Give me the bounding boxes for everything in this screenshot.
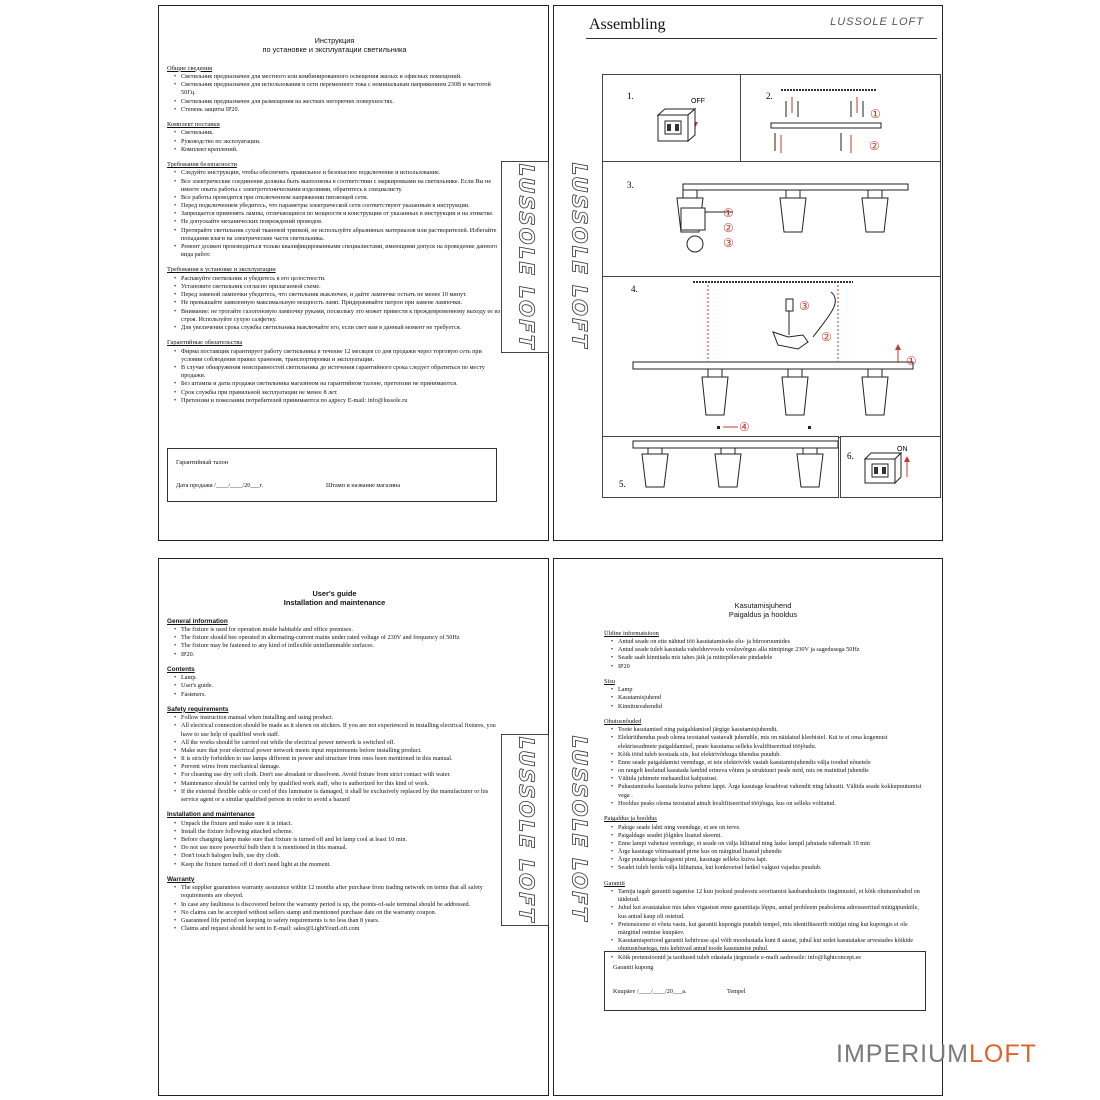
en-title-line1: User's guide <box>312 589 357 598</box>
svg-text:①: ① <box>906 354 917 368</box>
list-item: • IP20 <box>618 663 922 671</box>
list-item: • Seadet tuleb hoida välja lülitatuna, kui konkreetsel hetkel valgust vajadus puudub. <box>618 864 922 872</box>
list-item: • Внимание: не трогайте галогеновую лампочку руками, поскольку это может привести к преждевременному выходу ее из строя. Используйте сухую салфетку. <box>181 308 502 324</box>
section-heading: Üldine informatsioon <box>604 629 659 637</box>
list-item: • Do not use more powerful bulb then it is mentioned in this manual. <box>181 844 502 852</box>
list-item: • Kõik tööd tuleb teostada siis, kui elektrivõrkuga ühendus puudub. <box>618 751 922 759</box>
list-item: • Установите светильник согласно прилагаемой схеме. <box>181 283 502 291</box>
list-item: • User's guide. <box>181 682 502 690</box>
lussole-logo-icon <box>556 161 600 351</box>
page-english-guide <box>158 558 549 1096</box>
section-heading: Contents <box>167 665 195 673</box>
list-item: • Tarnija tagab garantii tagamise 12 kuu jooksul pealeostu sooritamist kaubandusketis tingimustel, et kõik ohutusnõuded on täidetud. <box>618 888 922 904</box>
page-assembling <box>553 5 943 541</box>
list-item: • Make sure that your electrical power network meets input requirements before installing product. <box>181 747 502 755</box>
section <box>167 666 502 699</box>
list-item: • If the external flexible cable or cord of this luminaire is damaged, it shall be exclusively replaced by the manufacturer or his service agent or a similar qualified person in order to avoid a hazard <box>181 788 502 804</box>
imperiumloft-watermark <box>836 1040 1037 1069</box>
et-warranty-coupon <box>604 951 926 1011</box>
list-item: • For cleaning use dry soft cloth. Don't use abradant or dissolvent. Avoid fixture from strict contact with water. <box>181 771 502 779</box>
section <box>167 618 502 659</box>
step-label: 1. <box>627 91 634 101</box>
list-item: • IP20. <box>181 651 502 659</box>
ru-coupon-date: Дата продажи /____/____/20___г. <box>176 482 263 489</box>
list-item: • Светильник предназначен для размещения на жестких негорючих поверхностях. <box>181 98 502 106</box>
section <box>167 706 502 805</box>
bullet-list <box>167 820 502 869</box>
list-item: • Lamp. <box>181 674 502 682</box>
list-item: • Follow instruction manual when installing and using product. <box>181 714 502 722</box>
list-item: • Install the fixture following attached scheme. <box>181 828 502 836</box>
bullet-list <box>167 129 502 154</box>
en-sections <box>167 618 502 934</box>
list-item: • Pretensioone ei võeta vastu, kui garantii kupongis puudub tempel, mis identifitseerib müüjat ning kui kupongis ei ole märgitud ostmise kuupäev. <box>618 921 922 937</box>
section-heading: Ohutusnõuded <box>604 717 642 725</box>
bullet-list <box>604 638 922 671</box>
section-heading: Требования к установке и эксплуатации <box>167 266 276 274</box>
list-item: • Распакуйте светильник и убедитесь в его целостности. <box>181 275 502 283</box>
section <box>604 630 922 671</box>
side-logo-box <box>501 161 549 353</box>
switch-on-diagram <box>841 437 940 497</box>
list-item: • Комплект креплений. <box>181 146 502 154</box>
list-item: • Toote kasutamisel ning paigaldamisel järgige kasutamisjuhendit. <box>618 726 922 734</box>
step-4-panel <box>602 276 941 438</box>
list-item: • Puhastamiseks kasutada kuiva pehme lappi. Ärge kasutage kraabivat vahendit ning lahustit. Vältida seade kokkupuutumist vega . <box>618 783 922 799</box>
watermark-part2: LOFT <box>969 1040 1037 1068</box>
estonian-side-logo <box>556 734 600 924</box>
list-item: • Без штампа и даты продажи светильника магазином на гарантийном талоне, претензии не принимаются. <box>181 380 502 388</box>
svg-text:②: ② <box>869 139 880 153</box>
ru-warranty-coupon <box>167 448 497 502</box>
list-item: • Все электрические соединения должны быть выполнены в соответствии с маркировками на светильнике. Если Вы не имеете опыта работы с электротехническими изделиями, обратитесь к специалисту. <box>181 178 502 194</box>
section-heading: Sisu <box>604 677 616 685</box>
svg-text:LUSSOLE LOFT: LUSSOLE LOFT <box>514 163 539 351</box>
list-item: • Фирма поставщик гарантирует работу светильника в течение 12 месяцев со дня продажи через торговую сеть при условии соблюдения правил хранения, транспортировки и эксплуатации. <box>181 348 502 364</box>
bullet-list <box>167 626 502 659</box>
estonian-document <box>604 601 922 962</box>
svg-text:LUSSOLE LOFT: LUSSOLE LOFT <box>514 736 539 924</box>
list-item: • Hooldus peaks olema teostatud ainult kvalifitseeritud tööjõuga, kus on selleks volitatud. <box>618 800 922 808</box>
russian-document <box>167 36 502 405</box>
list-item: • В случае обнаружения неисправностей светильника до истечения гарантийного срока следует обратиться по месту продажи. <box>181 364 502 380</box>
title-separator <box>586 38 937 39</box>
list-item: • Следуйте инструкции, чтобы обеспечить правильное и безопасное подключение и использование. <box>181 169 502 177</box>
section-heading: Safety requirements <box>167 705 229 713</box>
list-item: • Lamp <box>618 686 922 694</box>
list-item: • The fixture is used for operation inside habitable and office premises. <box>181 626 502 634</box>
en-title-line2: Installation and maintenance <box>283 598 386 608</box>
list-item: • Руководство по эксплуатации. <box>181 138 502 146</box>
et-coupon-stamp: Tempel <box>727 988 746 995</box>
bullet-list <box>167 348 502 405</box>
section <box>604 880 922 962</box>
list-item: • Светильник. <box>181 129 502 137</box>
list-item: • Для увеличения срока службы светильника выключайте его, если свет вам в данный момент не требуется. <box>181 324 502 332</box>
lussole-logo-icon <box>502 735 548 925</box>
step-6-panel <box>840 436 941 498</box>
list-item: • Before changing lamp make sure that fixture is turned off and let lamp cool at least 10 min. <box>181 836 502 844</box>
page-estonian-guide <box>553 558 943 1096</box>
list-item: • Seade saab kinnitada mis tahes jäik ja mittepõlevate pindadele <box>618 654 922 662</box>
list-item: • Светильник предназначен для местного или комбинированного освещения жилых и офисных помещений. <box>181 73 502 81</box>
section <box>167 339 502 405</box>
list-item: • Enne lampi vahetust veenduge, et seade on välja lülitatud ning laske lampil jahutada vähemalt 10 min <box>618 840 922 848</box>
svg-text:①: ① <box>723 206 734 220</box>
page-russian-instructions <box>158 5 549 541</box>
lussole-logo-icon <box>556 734 600 924</box>
list-item: • Претензии и пожелания потребителей принимаются по адресу E-mail: info@lussole.ru <box>181 397 502 405</box>
section-heading: General information <box>167 617 228 625</box>
list-item: • No claims can be accepted without sellers stamp and mentioned purchase date on the warranty coupon. <box>181 909 502 917</box>
et-title-line2: Paigaldus ja hooldus <box>728 610 798 620</box>
list-item: • Guaranteed life period on keeping to safety requirements is no less than 8 years. <box>181 917 502 925</box>
wiring-diagram <box>603 277 940 437</box>
en-title <box>167 589 502 608</box>
bullet-list <box>604 726 922 808</box>
ru-sections <box>167 65 502 405</box>
section-heading: Гарантийные обязательства <box>167 339 243 347</box>
section-heading: Garantii <box>604 879 625 887</box>
list-item: • The supplier guarantees warranty assurance within 12 months after purchase from trading network on terms that all safety requirements are obeyed. <box>181 884 502 900</box>
section <box>167 876 502 934</box>
step-2-panel <box>740 74 941 162</box>
section-heading: Paigaldus ja hooldus <box>604 815 657 823</box>
bullet-list <box>604 824 922 873</box>
list-item: • Maintenance should be carried only by qualified work staff, who is authorized for this kind of work. <box>181 780 502 788</box>
list-item: • Pakige seade lahti ning veenduge, et see on terve. <box>618 824 922 832</box>
svg-text:5.: 5. <box>619 479 626 489</box>
bullet-list <box>167 169 502 259</box>
list-item: • Срок службы при правильной эксплуатации не менее 8 лет. <box>181 389 502 397</box>
section-heading: Общие сведения <box>167 64 213 72</box>
ru-title-line2: по установке и эксплуатации светильника <box>262 45 407 55</box>
finished-fixture-diagram <box>603 437 838 497</box>
section <box>604 815 922 873</box>
list-item: • Ärge kasutage võimsamaid pirne kus on märgitud lisatud juhendis <box>618 848 922 856</box>
list-item: • The fixture should bee operated in alternating-current mains under rated voltage of 230V and frequency of 50Hz <box>181 634 502 642</box>
lamp-install-diagram <box>603 162 940 277</box>
off-label: OFF <box>691 98 705 105</box>
switch-off-diagram <box>603 75 741 161</box>
list-item: • Kasutamisjuhend <box>618 694 922 702</box>
section-heading: Требования безопасности <box>167 160 237 168</box>
list-item: • Elektriühendus peab olema teostatud vastavalt juhendile, mis on näidatud kleebistel. Kui te ei oma kogemust elektriseadmete paigaldamisel, peate kasutama selleks kvalifitseeritud tööjõudu. <box>618 734 922 750</box>
svg-text:LUSSOLE LOFT: LUSSOLE LOFT <box>567 735 592 923</box>
list-item: • Светильник предназначен для использования в сети переменного тока с номинальным напряжением 230В и частотой 50Гц. <box>181 81 502 97</box>
svg-text:LUSSOLE LOFT: LUSSOLE LOFT <box>567 162 592 350</box>
ru-coupon-title: Гарантийный талон <box>176 459 229 466</box>
assembling-side-logo <box>556 161 600 351</box>
bullet-list <box>167 73 502 114</box>
list-item: • Antud seade tuleb kasutada vahelduvvoolu vooluvõrgus alla nimipinge 230V ja sagedusega 50Hz <box>618 646 922 654</box>
et-title <box>604 601 922 620</box>
list-item: • Fasteners. <box>181 691 502 699</box>
bullet-list <box>604 686 922 711</box>
on-label: ON <box>897 446 908 453</box>
svg-text:③: ③ <box>799 299 810 313</box>
list-item: • All electrical connection should be made as it shown on stickers. If you are not experienced in installing electrical fixtures, you have to use help of qualified work staff. <box>181 722 502 738</box>
list-item: • Не допускайте механических повреждений проводов. <box>181 218 502 226</box>
list-item: • Unpack the fixture and make sure it is intact. <box>181 820 502 828</box>
step-3-panel <box>602 161 941 278</box>
assembling-brand: LUSSOLE LOFT <box>830 16 924 28</box>
english-document <box>167 589 502 933</box>
section <box>167 65 502 114</box>
section <box>604 678 922 711</box>
list-item: • Keep the fixture turned off if don't need light at the moment. <box>181 861 502 869</box>
section <box>167 811 502 869</box>
ru-coupon-stamp: Штамп и название магазина <box>326 482 401 489</box>
section-heading: Комплект поставки <box>167 120 220 128</box>
list-item: • Vältida juhtmete mehaanilist kahjustust. <box>618 775 922 783</box>
et-coupon-date: Kuupäev /____/____/20___a. <box>613 988 687 995</box>
ru-title-line1: Инструкция <box>314 36 355 45</box>
list-item: • Don't touch halogen bulb, use dry cloth. <box>181 852 502 860</box>
list-item: • Claims and request should be sent to E-mail: sales@LightYourLoft.com <box>181 925 502 933</box>
list-item: • In case any faultiness is discovered before the warranty period is up, the points-of-sale terminal should be addressed. <box>181 901 502 909</box>
bullet-list <box>167 674 502 699</box>
list-item: • Kõik pretensioonid ja taotlused tuleb edastada järgmisele e-maili aadressile: info@lightconcept.ee <box>618 954 922 962</box>
section <box>167 121 502 154</box>
section <box>604 718 922 808</box>
svg-text:2.: 2. <box>766 91 773 101</box>
list-item: • Все работы проводятся при отключенном напряжении питающей сети. <box>181 194 502 202</box>
assembling-title: Assembling <box>589 16 666 33</box>
lussole-logo-icon <box>502 162 548 352</box>
svg-text:4.: 4. <box>631 284 638 294</box>
list-item: • Ärge puudutage halogeeni pirni, kasutage selleks kuiva lapi. <box>618 856 922 864</box>
et-coupon-title: Garantii kupong <box>613 964 654 971</box>
side-logo-box <box>501 734 549 926</box>
list-item: • Не превышайте заявленную максимальную мощность ламп. Придерживайте патрон при замене лампочки. <box>181 299 502 307</box>
mounting-bracket-diagram <box>741 75 940 161</box>
svg-text:3.: 3. <box>627 180 634 190</box>
watermark-part1: IMPERIUM <box>836 1040 969 1068</box>
list-item: • Enne seade paigaldamist veenduge, et teie elektrivõrk vastab kasutamisjuhendis välja toodud nõuetele <box>618 759 922 767</box>
step-5-panel <box>602 436 839 498</box>
list-item: • The fixture may be fastened to any kind of inflexible uninflammable surfaces. <box>181 642 502 650</box>
section-heading: Warranty <box>167 875 195 883</box>
list-item: • on rangelt keelatud kasutada lambid erineva võimu ja struktuuri peale neid, mis on mainitud juhendis <box>618 767 922 775</box>
list-item: • Степень защиты IP20. <box>181 106 502 114</box>
list-item: • Juhul kui avastatakse mis tahes vigastust enne garantiiaja lõppu, antud probleem peabolema adresseeritud müügipunktile, kus antud kaup oli ostetud. <box>618 904 922 920</box>
svg-text:④: ④ <box>739 420 750 434</box>
list-item: • All the works should be carried out while the electrical power network is switched off. <box>181 739 502 747</box>
list-item: • Ремонт должен производиться только квалифицированными специалистами, имеющими допуск на проведение данного вида работ. <box>181 243 502 259</box>
list-item: • Paigaldage seadet jõlgides lisatud skeemi. <box>618 832 922 840</box>
list-item: • Запрещается применять лампы, отличающиеся по мощности и конструкции от указанных в инструкции и на этикетке. <box>181 210 502 218</box>
list-item: • Перед подключением убедитесь, что параметры электрической сети соответствуют указанным в инструкции. <box>181 202 502 210</box>
list-item: • It is strictly forbidden to use lamps different in power and structure from ones been mentioned in this manual. <box>181 755 502 763</box>
step-1-panel <box>602 74 742 162</box>
et-title-line1: Kasutamisjuhend <box>734 601 792 610</box>
svg-text:②: ② <box>821 330 832 344</box>
svg-text:6.: 6. <box>847 451 854 461</box>
section-heading: Installation and maintenance <box>167 811 255 819</box>
svg-text:①: ① <box>870 107 881 121</box>
svg-text:②: ② <box>723 221 734 235</box>
bullet-list <box>167 275 502 332</box>
et-sections <box>604 630 922 962</box>
list-item: • Kinnitusvahendid <box>618 703 922 711</box>
ru-title <box>167 36 502 55</box>
list-item: • Prevent wires from mechanical damage. <box>181 763 502 771</box>
bullet-list <box>167 884 502 933</box>
list-item: • Antud seade on ette nähtud töö kasutatamiseks elu- ja bürooruumides <box>618 638 922 646</box>
bullet-list <box>167 714 502 804</box>
list-item: • Протирайте светильник сухой тканевой тряпкой, не используйте абразивных материалов или растворителей. Избегайте попадания влаги на электрические части светильника. <box>181 227 502 243</box>
svg-text:③: ③ <box>723 236 734 250</box>
list-item: • Перед заменой лампочки убедитесь, что светильник выключен, и дайте лампочке остыть не менее 10 минут. <box>181 291 502 299</box>
section <box>167 266 502 332</box>
list-item: • Kasutamisperiood garantii kehtivuse ajal võib moodustada kuni 8 aastat, juhul kui sedet kasutatakse arvestades kõikide ohutusnõuetega, mis kehtivad antud toode kasutamise puhul. <box>618 937 922 953</box>
section <box>167 161 502 260</box>
